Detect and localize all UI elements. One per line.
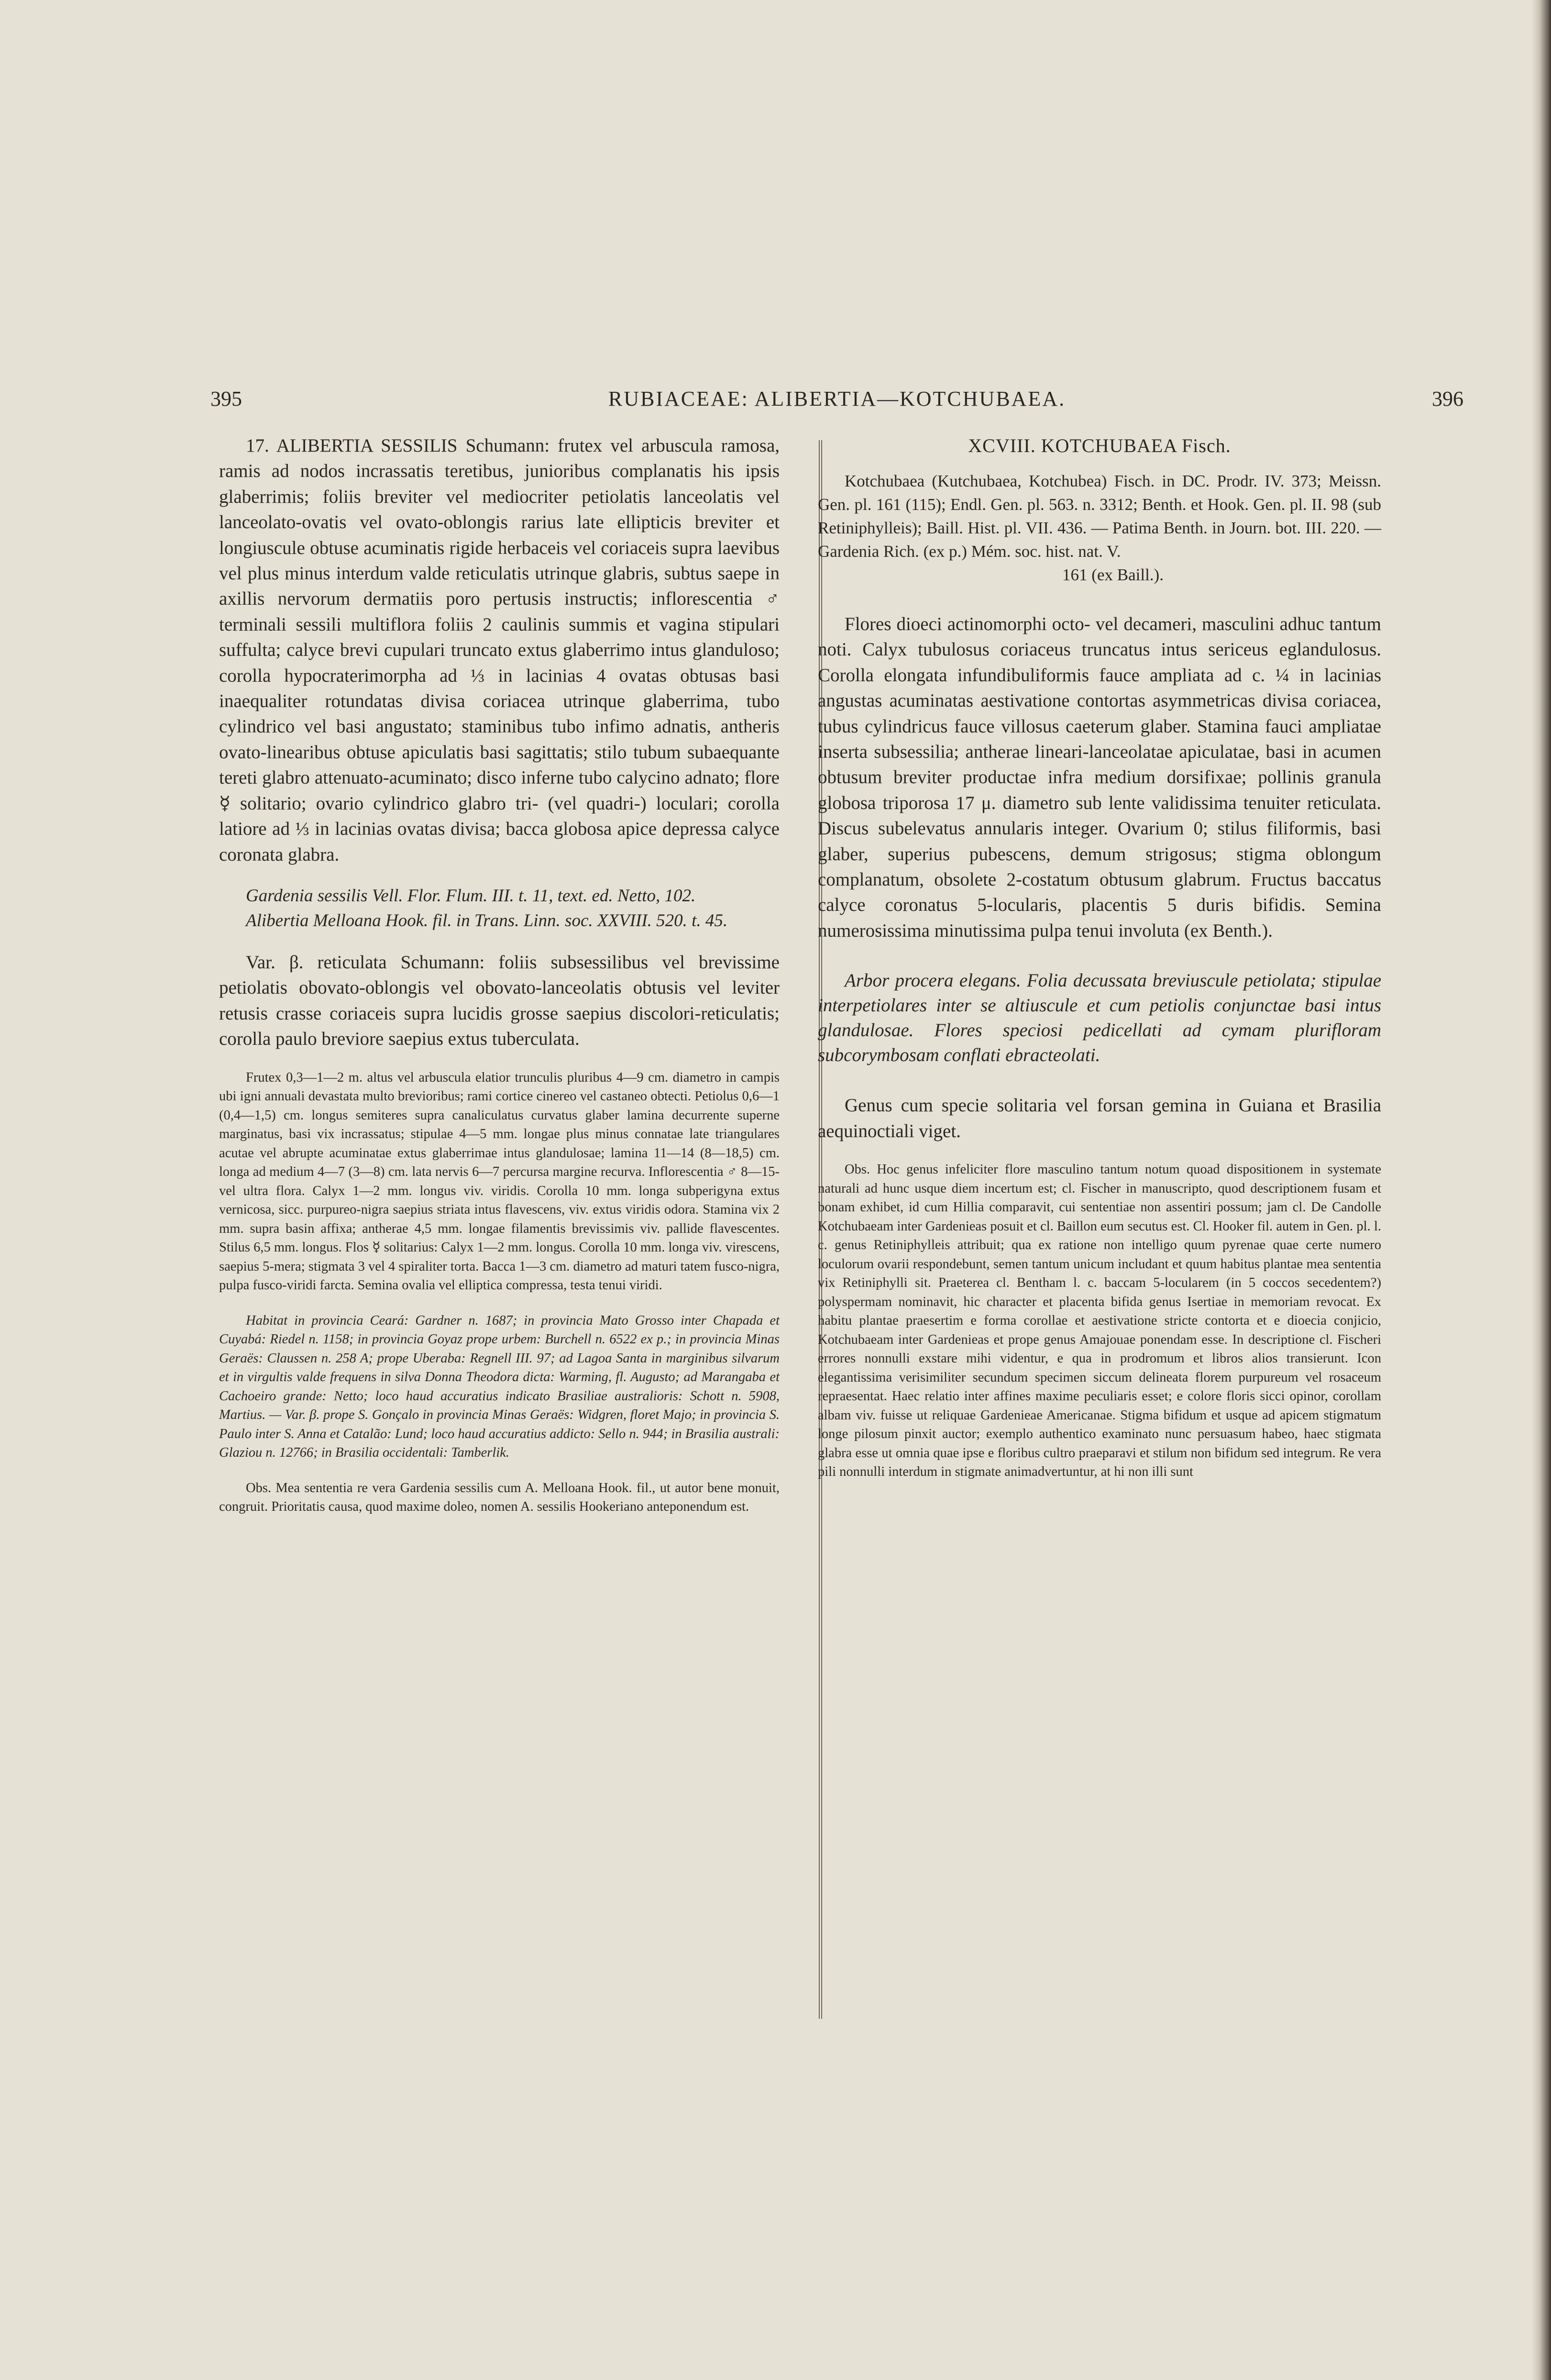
habitat-text: Habitat in provincia Ceará: Gardner n. 1687; in provincia Mato Grosso inter Chapada et Cuyabá: Riedel n. 1158; in provincia Goyaz prope urbem: Burchell n. 6522 ex p.; in provincia Minas Geraës: Claussen n. 258 A; prope Uberaba: Regnell III. 97; ad Lagoa Santa in marginibus silvarum et in virgultis valde frequens in silva Donna Theodora dicta: Warming, fl. Augusto; ad Marangaba et Cachoeiro grande: Netto; loco haud accuratius indicato Brasiliae australioris: Schott n. 5908, Martius. — Var. β. prope S. Gonçalo in provincia Minas Geraës: Widgren, floret Majo; in provincia S. Paulo inter S. Anna et Catalão: Lund; loco haud accuratius addicto: Sello n. 944; in Brasilia australi: Glaziou n. 12766; in Brasilia occidentali: Tamberlik. <box>219 1313 780 1461</box>
running-header <box>210 387 1463 425</box>
reference-gardenia: Gardenia sessilis Vell. Flor. Flum. III. t. 11, text. ed. Netto, 102. <box>246 886 696 906</box>
species-description: 17. ALIBERTIA SESSILIS Schumann: frutex vel arbuscula ramosa, ramis ad nodos incrassatis teretibus, junioribus complanatis his ipsis glaberrimis; foliis breviter vel mediocriter petiolatis lanceolatis vel lanceolato-ovatis vel ovato-oblongis rarius late ellipticis breviter et longiuscule obtuse acuminatis rigide herbaceis vel coriaceis supra laevibus vel plus minus interdum valde reticulatis utrinque glabris, subtus saepe in axillis nervorum dermatiis poro pertusis instructis; inflorescentia ♂ terminali sessili multiflora foliis 2 caulinis summis et vagina stipulari suffulta; calyce brevi cupulari truncato extus glaberrimo intus glanduloso; corolla hypocraterimorpha ad ⅓ in lacinias 4 ovatas obtusas basi inaequaliter rotundatas divisa coriacea utrinque glaberrima, tubo cylindrico vel basi angustato; staminibus tubo infimo adnatis, antheris ovato-linearibus obtuse apiculatis basi sagittatis; stilo tubum subaequante tereti glabro attenuato-acuminato; disco inferne tubo calycino adnato; flore ☿ solitario; ovario cylindrico glabro tri- (vel quadri-) loculari; corolla latiore ad ⅓ in lacinias ovatas divisa; bacca globosa apice depressa calyce coronata glabra. <box>219 435 780 865</box>
genus-title: XCVIII. KOTCHUBAEA Fisch. <box>968 435 1231 456</box>
reference-alibertia: Alibertia Melloana Hook. fil. in Trans. Linn. soc. XXVIII. 520. t. 45. <box>246 910 728 930</box>
variety-description: Var. β. reticulata Schumann: foliis subsessilibus vel brevissime petiolatis obovato-oblongis vel obovato-lanceolatis obtusis vel leviter retusis crasse coriaceis supra lucidis grosse saepius discolori-reticulatis; corolla paulo breviore saepius extus tuberculata. <box>219 952 780 1050</box>
synonymy-last: 161 (ex Baill.). <box>1062 565 1164 584</box>
genus-distribution: Genus cum specie solitaria vel forsan gemina in Guiana et Brasilia aequinoctiali viget. <box>818 1095 1381 1141</box>
habit-description: Arbor procera elegans. Folia decussata breviuscule petiolata; stipulae interpetiolares inter se altiuscule et cum petiolis conjunctae basi intus glandulosae. Flores speciosi pedicellati ad cymam plurifloram subcorymbosam conflati ebracteolati. <box>818 970 1381 1066</box>
left-column <box>219 433 780 1517</box>
synonymy-text: Kotchubaea (Kutchubaea, Kotchubea) Fisch. in DC. Prodr. IV. 373; Meissn. Gen. pl. 161 (115); Endl. Gen. pl. 563. n. 3312; Benth. et Hook. Gen. pl. II. 98 (sub Retiniphylleis); Baill. Hist. pl. VII. 436. — Patima Benth. in Journ. bot. III. 220. — Gardenia Rich. (ex p.) Mém. soc. hist. nat. V. <box>818 472 1381 561</box>
right-column <box>818 433 1381 1482</box>
observation-right: Obs. Hoc genus infeliciter flore masculino tantum notum quoad dispositionem in systemate naturali ad hunc usque diem incertum est; cl. Fischer in manuscripto, quod descriptionem fusam et bonam exhibet, id cum Hillia comparavit, cui sententiae non assentiri possum; jam cl. De Candolle Kotchubaeam inter Gardenieas posuit et cl. Baillon eum secutus est. Cl. Hooker fil. autem in Gen. pl. l. c. genus Retiniphylleis attribuit; qua ex ratione non intelligo quum pyrenae quae certe numero loculorum ovarii respondebunt, semen tantum unicum includant et quum habitus plantae mea sententia vix Retiniphylli sit. Praeterea cl. Bentham l. c. baccam 5-locularem (in 5 coccos secedentem?) polyspermam nominavit, hic character et placenta bifida genus Isertiae in memoriam revocat. Ex habitu plantae praesertim e forma corollae et aestivatione stricte contorta et e dioecia conjicio, Kotchubaeam inter Gardenieas et prope genus Amajouae ponendam esse. In descriptione cl. Fischeri errores nonnulli exstare mihi videntur, e qua in prodromum et libros alios transierunt. Icon elegantissima verisimiliter secundum specimen siccum delineata florem purpureum vel rosaceum repraesentat. Haec relatio inter affines maxime peculiaris esset; e colore floris sicci opinor, corollam albam viv. fuisse ut reliquae Gardenieae Americanae. Stigma bifidum et usque ad apicem stigmatum longe pilosum pinxit auctor; exemplo authentico examinato nunc persuasum habeo, haec stigmata glabra esse ut omnia quae ipse e floribus cultro praeparavi et stilum non bifidum sed integrum. Re vera pili nonnulli interdum in stigmate animadvertuntur, at hi non illi sunt <box>818 1162 1381 1480</box>
synonymy <box>818 469 1381 587</box>
page-number-left: 395 <box>210 387 242 410</box>
running-title: RUBIACEAE: ALIBERTIA—KOTCHUBAEA. <box>608 387 1066 410</box>
genus-description: Flores dioeci actinomorphi octo- vel decameri, masculini adhuc tantum noti. Calyx tubulosus coriaceus truncatus intus sericeus eglandulosus. Corolla elongata infundibuliformis fauce ampliata ad c. ¼ in lacinias angustas acuminatas aestivatione contortas asymmetricas divisa coriacea, tubus cylindricus fauce villosus caeterum glaber. Stamina fauci ampliatae inserta subsessilia; antherae lineari-lanceolatae apiculatae, basi in acumen obtusum breviter productae infra medium dorsifixae; pollinis granula globosa triporosa 17 μ. diametro sub lente validissima tenuiter reticulata. Discus subelevatus annularis integer. Ovarium 0; stilus filiformis, basi glaber, superius pubescens, demum strigosus; stigma oblongum complanatum, obsolete 2-costatum obtusum glabrum. Fructus baccatus calyce coronatus 5-locularis, placentis 5 duris bifidis. Semina numerosissima minutissima pulpa tenui involuta (ex Benth.). <box>818 614 1381 941</box>
page-edge <box>1532 0 1551 2380</box>
observation-left: Obs. Mea sententia re vera Gardenia sessilis cum A. Melloana Hook. fil., ut autor bene monuit, congruit. Prioritatis causa, quod maxime doleo, nomen A. sessilis Hookeriano anteponendum est. <box>219 1480 780 1515</box>
page-number-right: 396 <box>1432 387 1463 410</box>
detailed-description: Frutex 0,3—1—2 m. altus vel arbuscula elatior trunculis pluribus 4—9 cm. diametro in campis ubi igni annuali devastata multo brevioribus; rami cortice cinereo vel castaneo obtecti. Petiolus 0,6—1 (0,4—1,5) cm. longus semiteres supra canaliculatus curvatus glaber lamina decurrente superne marginatus, basi vix incrassatus; stipulae 4—5 mm. longae plus minus connatae late triangulares acutae vel abrupte acuminatae extus glaberrimae intus glandulosae; lamina 11—14 (8—18,5) cm. longa ad medium 4—7 (3—8) cm. lata nervis 6—7 percursa margine recurva. Inflorescentia ♂ 8—15- vel ultra flora. Calyx 1—2 mm. longus viv. viridis. Corolla 10 mm. longa subperigyna extus vernicosa, sicc. purpureo-nigra saepius striata intus flavescens, viv. extus viridis odora. Stamina vix 2 mm. supra basin affixa; antherae 4,5 mm. longae filamentis brevissimis viv. pallide flavescentes. Stilus 6,5 mm. longus. Flos ☿ solitarius: Calyx 1—2 mm. longus. Corolla 10 mm. longa viv. virescens, saepius 5-mera; stigmata 3 vel 4 spiraliter torta. Bacca 1—3 cm. diametro ad maturi tatem fusco-nigra, pulpa fusco-viridi farcta. Semina ovalia vel elliptica compressa, testa tenui viridi. <box>219 1070 780 1293</box>
